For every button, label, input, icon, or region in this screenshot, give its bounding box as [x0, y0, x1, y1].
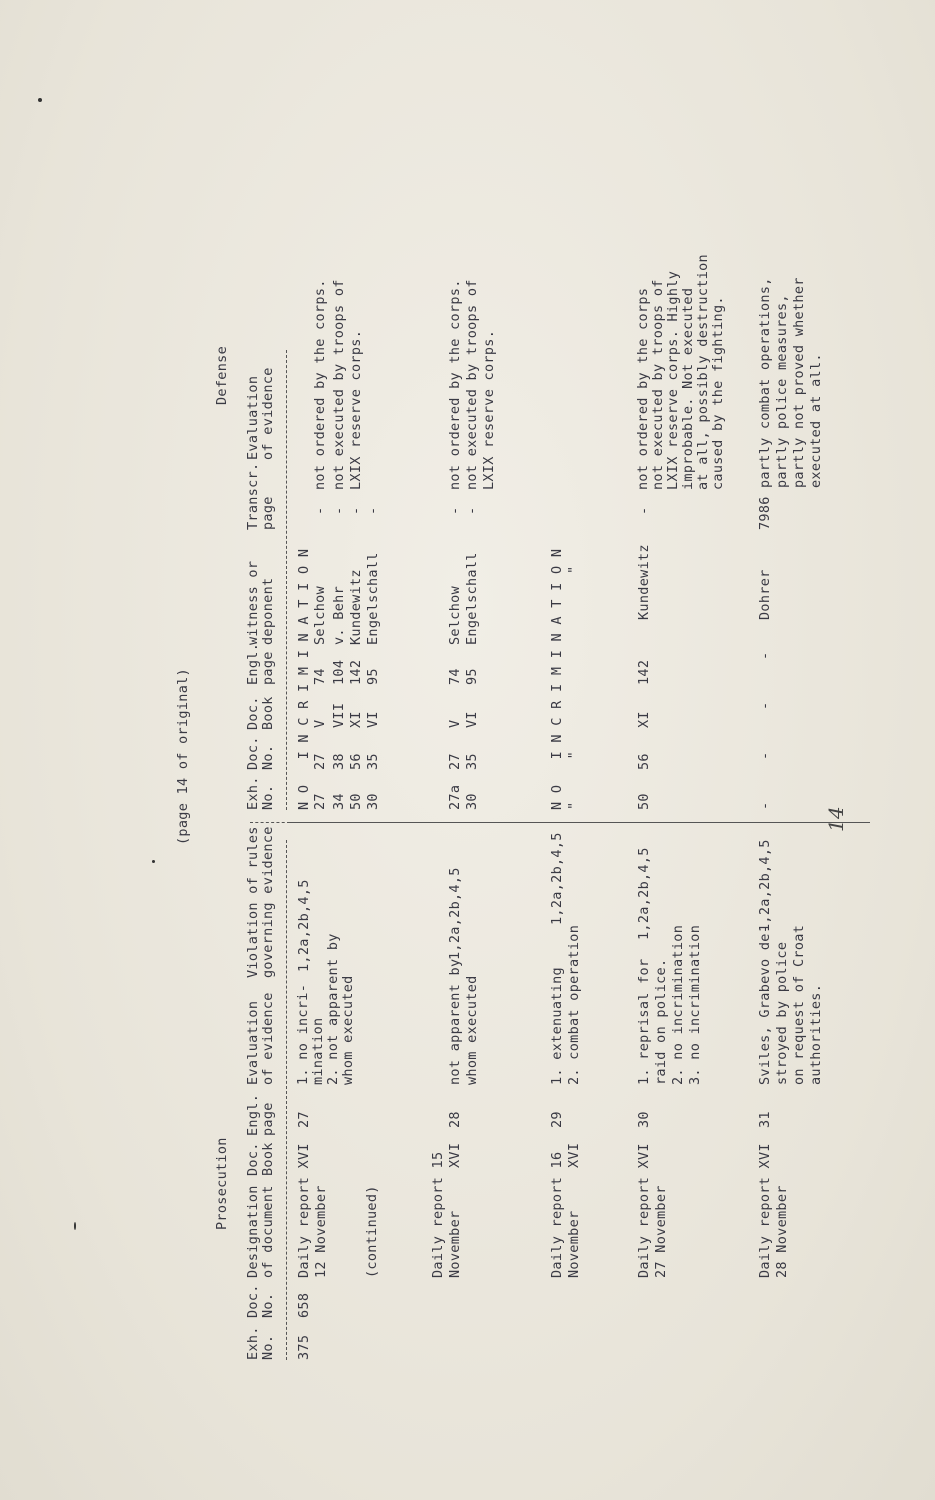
- row1-def-transcr-2: -: [331, 506, 347, 515]
- row1-def-doc-4: 35: [365, 753, 381, 770]
- page-caption: (page 14 of original): [175, 668, 191, 845]
- header-violation: Violation of rules governing evidence: [245, 826, 276, 978]
- row1-def-exh-2: 34: [331, 793, 347, 810]
- row1-def-doc-1: 27: [312, 753, 328, 770]
- row4-def-exh-1: 50: [636, 793, 652, 810]
- row1-exh-no: 375: [296, 1334, 312, 1360]
- row3-defense-banner: N O I N C R I M I N A T I O N: [549, 548, 565, 810]
- row1-def-transcr-1: -: [312, 506, 328, 515]
- row1-def-witness-1: Selchow: [312, 586, 328, 645]
- row1-doc-no: 658: [296, 1292, 312, 1318]
- row5-def-page-1: -: [757, 651, 773, 660]
- row1-def-page-4: 95: [365, 668, 381, 685]
- header-evaluation: Evaluation of evidence: [245, 992, 276, 1085]
- row4-violation: 1,2a,2b,4,5: [636, 847, 652, 940]
- row1-def-page-2: 104: [331, 659, 347, 685]
- row2-evaluation: not apparent by whom executed: [447, 958, 480, 1085]
- row5-designation: Daily report XVI 28 November: [757, 1143, 790, 1278]
- header-doc-no: Doc. No.: [245, 1284, 276, 1318]
- header-witness: witness or deponent: [245, 560, 276, 645]
- row1-def-eval-2: not executed by troops of: [331, 279, 347, 490]
- header-def-doc-no: Doc. No.: [245, 736, 276, 770]
- row5-def-transcr-1: 7986: [757, 496, 773, 530]
- row5-violation: 1,2a,2b,4,5: [757, 839, 773, 932]
- row1-def-transcr-3: -: [348, 506, 364, 515]
- row1-def-book-4: VI: [365, 711, 381, 728]
- row5-def-book-1: -: [757, 701, 773, 710]
- handwritten-page-number: 14: [824, 805, 848, 832]
- header-engl-page: Engl. page: [245, 1093, 276, 1136]
- row1-def-exh-4: 30: [365, 793, 381, 810]
- row2-designation: Daily report 15 November: [430, 1151, 463, 1278]
- row4-def-transcr-1: -: [636, 506, 652, 515]
- row2-def-transcr-1: -: [447, 506, 463, 515]
- row4-def-doc-1: 56: [636, 753, 652, 770]
- header-transcr-page: Transcr. page: [245, 462, 276, 530]
- row3-evaluation: 1. extenuating 2. combat operation: [549, 924, 582, 1085]
- row2-def-page-2: 95: [464, 668, 480, 685]
- row4-engl-page: 30: [636, 1111, 652, 1128]
- row2-def-page-1: 74: [447, 668, 463, 685]
- row3-violation: 1,2a,2b,4,5: [549, 832, 565, 925]
- row5-def-doc-1: -: [757, 751, 773, 760]
- header-def-doc-book: Doc. Book: [245, 696, 276, 730]
- header-def-exh-no: Exh. No.: [245, 776, 276, 810]
- row1-designation: Daily report XVI 12 November (continued): [296, 1143, 380, 1278]
- row3-defense-ditto: " " ": [566, 565, 582, 810]
- row4-def-book-1: XI: [636, 711, 652, 728]
- row1-def-witness-3: Kundewitz: [348, 569, 364, 645]
- row2-def-doc-2: 35: [464, 753, 480, 770]
- section-prosecution: Prosecution: [214, 1137, 230, 1230]
- row2-def-transcr-2: -: [464, 506, 480, 515]
- header-rule-prosecution: [286, 840, 287, 1360]
- row2-engl-page: 28: [447, 1111, 463, 1128]
- row1-def-doc-2: 38: [331, 753, 347, 770]
- row3-designation: Daily report 16 November: [549, 1151, 582, 1278]
- row5-def-exh-1: -: [757, 801, 773, 810]
- row2-doc-book: XVI: [447, 1142, 463, 1168]
- row3-engl-page: 29: [549, 1111, 565, 1128]
- row1-def-book-1: V: [312, 719, 328, 728]
- row1-def-transcr-4: -: [365, 506, 381, 515]
- row1-defense-banner: N O I N C R I M I N A T I O N: [296, 548, 312, 810]
- row1-def-doc-3: 56: [348, 753, 364, 770]
- row2-def-exh-2: 30: [464, 793, 480, 810]
- row1-def-eval-1: not ordered by the corps.: [312, 279, 328, 490]
- row2-violation: 1,2a,2b,4,5: [447, 867, 463, 960]
- row1-def-page-3: 142: [348, 659, 364, 685]
- row1-def-witness-2: v. Behr: [331, 586, 347, 645]
- header-rule-defense: [286, 350, 287, 810]
- row1-def-page-1: 74: [312, 668, 328, 685]
- row5-evaluation: Sviles, Grabevo de- stroyed by police on request of Croat authorities.: [757, 924, 824, 1085]
- row5-def-eval-1: partly combat operations, partly police measures, partly not proved whether executed at all.: [757, 277, 824, 488]
- row2-def-exh-1: 27a: [447, 784, 463, 810]
- section-defense: Defense: [214, 346, 230, 405]
- row4-evaluation: 1. reprisal for raid on police. 2. no incrimination 3. no incrimination: [636, 924, 703, 1085]
- row5-def-witness-1: Dohrer: [757, 569, 773, 620]
- row3-doc-book: XVI: [566, 1142, 582, 1168]
- row2-def-witness-1: Selchow: [447, 586, 463, 645]
- row4-designation: Daily report XVI 27 November: [636, 1143, 669, 1278]
- row4-def-page-1: 142: [636, 659, 652, 685]
- row4-def-eval-1: not ordered by the corps not executed by troops of LXIX reserve corps. Highly improbable. Not executed at all, possibly destruction caused by the fighting.: [635, 254, 726, 490]
- header-doc-book: Doc. Book: [245, 1142, 276, 1176]
- row4-def-witness-1: Kundewitz: [636, 544, 652, 620]
- row1-def-exh-3: 50: [348, 793, 364, 810]
- row5-engl-page: 31: [757, 1111, 773, 1128]
- row1-engl-page: 27: [296, 1111, 312, 1128]
- row2-def-book-2: VI: [464, 711, 480, 728]
- row2-def-witness-2: Engelschall: [464, 552, 480, 645]
- row2-def-doc-1: 27: [447, 753, 463, 770]
- row1-def-book-3: XI: [348, 711, 364, 728]
- row1-def-eval-3: LXIX reserve corps.: [348, 329, 364, 490]
- section-divider: [290, 822, 870, 823]
- header-def-engl-page: Engl. page: [245, 642, 276, 685]
- row1-def-book-2: VII: [331, 702, 347, 728]
- header-divider: [250, 822, 290, 823]
- header-exh-no: Exh. No.: [245, 1326, 276, 1360]
- row1-evaluation: 1. no incri- mination 2. not apparent by whom executed: [295, 933, 356, 1085]
- header-designation: Designation of document: [245, 1185, 276, 1278]
- row2-def-book-1: V: [447, 719, 463, 728]
- row2-def-eval-2: not executed by troops of LXIX reserve corps.: [464, 279, 497, 490]
- row1-def-exh-1: 27: [312, 793, 328, 810]
- row1-def-witness-4: Engelschall: [365, 552, 381, 645]
- row2-def-eval-1: not ordered by the corps.: [447, 279, 463, 490]
- header-def-evaluation: Evaluation of evidence: [245, 367, 276, 460]
- row1-violation: 1,2a,2b,4,5: [296, 879, 312, 972]
